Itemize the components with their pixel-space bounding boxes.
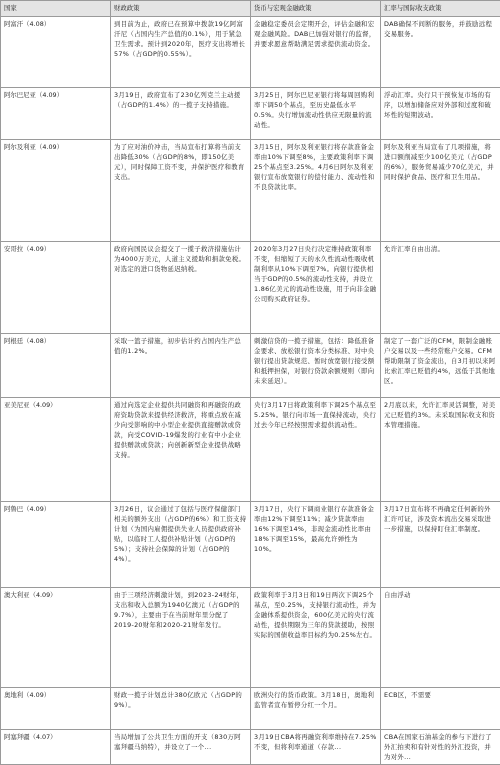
table-row [1,140,500,242]
monetary-cell: 3月25日，阿尔巴尼亚银行将每周回购利率下调50个基点，至历史最低水平0.5%。央行增加流动性供应无限量的流动性。 [251,88,381,140]
country-cell: 安哥拉（4.09） [1,242,111,334]
fiscal-cell: 3月19日，政府宣布了230亿列克兰主动援（占GDP的1.4%）的一揽子支持措施。 [111,88,251,140]
fx-cell: 2月底以来，允许汇率灵活调整，对美元已贬值约3%。未采取国际收支和资本管理措施。 [381,398,500,502]
country-cell: 阿尔巴尼亚（4.09） [1,88,111,140]
header-fx: 汇率与国际收支政策 [381,1,500,17]
country-cell: 阿鲁巴（4.09） [1,502,111,588]
fx-cell: ECB区，不需要 [381,688,500,730]
monetary-cell: 金融稳定委员会定期开会，评估金融和宏观金融风险。DAB已加强对银行的监督，并要求愿意帮助满足需求提供流动资金。 [251,17,381,88]
header-fiscal: 财政政策 [111,1,251,17]
fiscal-cell: 财政一揽子计划总计380亿欧元（占GDP的9%）。 [111,688,251,730]
monetary-cell: 3月15日，阿尔及利亚银行将存款准备金率由10%下调至8%，主要政策利率下调25个基点至3.25%。4月6日阿尔及利亚银行宣布放宽银行的偿付能力、流动性和不良贷款比率。 [251,140,381,242]
fx-cell: 允许汇率自由出清。 [381,242,500,334]
table-row [1,88,500,140]
fiscal-cell: 由于三项经济刺激计划，到2023-24财年，支出和收入总额为1940亿澳元（占GDP的9.7%），主要由于在当前财年里分配了2019-20财年和2020-21财年发行。 [111,588,251,688]
fiscal-cell: 3月26日，议会通过了包括与医疗保健部门相关的额外支出（占GDP的6%）和工资支持计划（为国内雇佣提供失业人员提供政府补贴，以临时工人提供补贴计划（占GDP的5%）；支持社会保障的计划（占GDP的4%）。 [111,502,251,588]
country-cell: 澳大利亚（4.09） [1,588,111,688]
monetary-cell: 2020年3月27日央行决定维持政策利率不变，但缩短了天的永久性流动性吸收机制利率从10%下调至7%。向银行提供相当于GDP的0.5%的流动性支持，并设立1.86亿美元的流动性设施，用于向非金融公司购买政府证券。 [251,242,381,334]
header-country: 国家 [1,1,111,17]
fiscal-cell: 政府向国民议会提交了一揽子救济措施估计为4000万美元，人道主义援助和捐款免税。对选定的进口货物延迟纳税。 [111,242,251,334]
table-row [1,17,500,88]
monetary-cell: 政策利率于3月3日和19日两次下调25个基点，至0.25%，支持银行流动性，并为金融体系提供资金，600亿美元的央行流动性，提供期限为三年的贷款援助，按照实际的国债收益率目标约为0.25%左右。 [251,588,381,688]
country-cell: 阿尔及利亚（4.09） [1,140,111,242]
table-row [1,730,500,765]
country-cell: 阿根廷（4.08） [1,334,111,398]
table-row [1,334,500,398]
country-cell: 亚美尼亚（4.09） [1,398,111,502]
fiscal-cell: 到目前为止，政府已在预算中拨款19亿阿富汗尼（占国内生产总值的0.1%），用于紧急卫生需求。预计到2020年，医疗支出将增长57%（占GDP的0.55%）。 [111,17,251,88]
monetary-cell: 刺激信贷的一揽子措施，包括：降低准备金要求、放松银行资本分类标准、对中央银行提出贷款规范、暂时放宽银行接受额和抵押担保，对银行贷款余额规则（即向未来延迟）。 [251,334,381,398]
monetary-cell: 央行3月17日将政策利率下调25个基点至5.25%。银行向市场一直保持流动，央行过去今年已经按照需求提供流动性。 [251,398,381,502]
table-row [1,398,500,502]
table-row [1,502,500,588]
header-monetary: 货币与宏观金融政策 [251,1,381,17]
table-row [1,688,500,730]
country-cell: 奥地利（4.09） [1,688,111,730]
monetary-cell: 欧洲央行的货币政策。3月18日，奥地利监管者宣布暂停分红一个月。 [251,688,381,730]
fiscal-cell: 为了应对油价冲击，当局宣布打算将当前支出降低30%（占GDP的8%，即150亿美元），同时保障工资不变，并保护医疗和教育支出。 [111,140,251,242]
monetary-cell: 3月19日CBA将再融资利率维持在7.25%不变，但将利率通道（存款... [251,730,381,765]
table-row [1,588,500,688]
fiscal-cell: 当局增加了公共卫生方面的开支（830万阿塞拜疆马纳特），并设立了一个... [111,730,251,765]
table-row [1,242,500,334]
fiscal-cell: 采取一篮子措施，初步估计约占国内生产总值的1.2%。 [111,334,251,398]
fx-cell: 自由浮动 [381,588,500,688]
fiscal-cell: 通过向选定企业提供共同融资和再融资的政府资助贷款来提供经济救济，将重点放在减少向受影响的中小型企业提供直接赠款或贷款，向受COVID-19爆发的行业有中小企业提供赠款或贷款；向创新新型企业提供战略支持。 [111,398,251,502]
country-cell: 阿富汗（4.08） [1,17,111,88]
fx-cell: 阿尔及利亚当局宣布了几项措施，将进口额削减至少100亿美元（占GDP的6%），服务贸易减少70亿美元，并同时保护食品、医疗和卫生用品。 [381,140,500,242]
fx-cell: DAB确保不间断的服务，并鼓励远程交易服务。 [381,17,500,88]
fx-cell: 3月17日宣布将不再确定任何新的外汇许可证，涉及资本流出交易采取进一步措施，以保持盯住汇率制度。 [381,502,500,588]
monetary-cell: 3月17日，央行下调商业银行存款准备金率由12%下调至11%；减少贷款率由16%下调至14%，非现金流动性比率由18%下调至15%，最高允许弹性为10%。 [251,502,381,588]
fx-cell: CBA在国家石油基金的参与下进行了外汇拍卖和有针对性的外汇投资，并为对外... [381,730,500,765]
fx-cell: 制定了一套广泛的CFM，限制金融账户交易以及一些经常账户交易。CFM帮助限制了资金流出，自3月初以来阿比索汇率已贬值约4%，远低于其他地区。 [381,334,500,398]
header-row [1,1,500,17]
country-cell: 阿塞拜疆（4.07） [1,730,111,765]
fx-cell: 浮动汇率。央行只干预恢复市场的有序，以增加储备应对外部和过度和破坏性的短期波动。 [381,88,500,140]
